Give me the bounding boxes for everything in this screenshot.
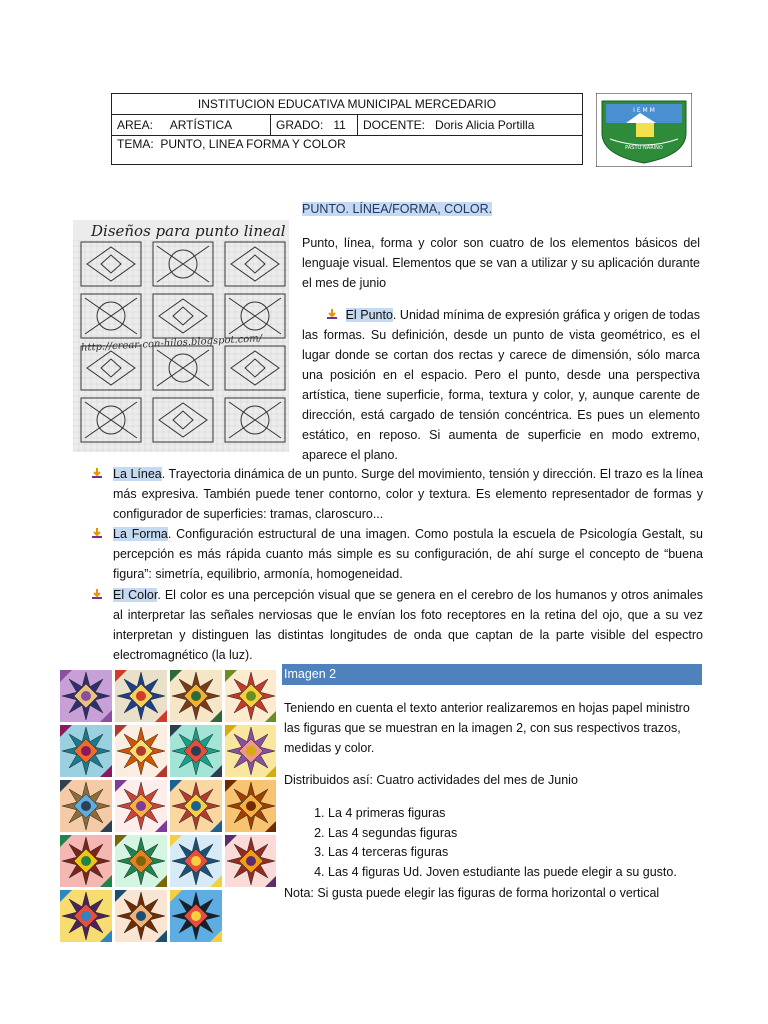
header-table	[111, 93, 583, 165]
docente-value: Doris Alicia Portilla	[435, 118, 535, 132]
tema-label: TEMA:	[117, 137, 154, 151]
quilt-tile	[170, 890, 222, 942]
quilt-tile	[60, 725, 112, 777]
distribution-text: Distribuidos así: Cuatro actividades del mes de Junio	[284, 773, 578, 787]
punto-paragraph	[302, 305, 700, 465]
punto-term: El Punto	[345, 308, 393, 322]
activity-item: 4. Las 4 figuras Ud. Joven estudiante las puede elegir a su gusto.	[328, 863, 706, 883]
quilt-tile	[225, 670, 276, 722]
forma-text: . Configuración estructural de una imagen. Como postula la escuela de Psicología Gestalt, su percepción es más rápida cuanto más simple es su configuración, de ahí surge el concepto de “buena figura”: simetría, equilibrio, armonía, homogeneidad.	[113, 527, 703, 581]
logo-top-text: I E M M	[633, 107, 655, 114]
instructions-paragraph: Teniendo en cuenta el texto anterior realizaremos en hojas papel ministro las figuras que se muestran en la imagen 2, con sus respectivos trazos, medidas y color.	[284, 701, 690, 755]
quilt-tile	[60, 890, 112, 942]
grado-cell	[271, 115, 358, 136]
arrow-bullet-icon	[326, 308, 338, 320]
quilt-tile	[225, 725, 276, 777]
quilt-grid	[60, 670, 276, 948]
color-text: . El color es una percepción visual que se genera en el cerebro de los humanos y otros animales al interpretar las señales nerviosas que le envían los foto receptores en la retina del ojo, que a su vez interpretan y distinguen las distintas longitudes de onda que captan de la parte visible del espectro electromagnético (la luz).	[113, 588, 703, 662]
quilt-image	[60, 670, 276, 948]
linea-text: . Trayectoria dinámica de un punto. Surge del movimiento, tensión y dirección. El trazo es la línea más expresiva. También puede tener contorno, color y textura. Es elemento representador de formas y configurador de superficies: tramas, claroscuro...	[113, 467, 703, 521]
quilt-tile	[170, 780, 222, 832]
school-name: INSTITUCION EDUCATIVA MUNICIPAL MERCEDARIO	[112, 94, 583, 115]
logo-bottom-text: PASTO NARIÑO	[625, 145, 663, 151]
quilt-tile	[60, 780, 112, 832]
quilt-tile	[115, 670, 167, 722]
note-text: Nota: Si gusta puede elegir las figuras de forma horizontal o vertical	[284, 886, 660, 900]
quilt-tile	[225, 835, 276, 887]
punto-lineal-image	[73, 220, 289, 452]
forma-term: La Forma	[113, 527, 168, 541]
quilt-tile	[115, 780, 167, 832]
quilt-tile	[115, 890, 167, 942]
imagen-2-bar: Imagen 2	[282, 664, 702, 685]
docente-cell	[358, 115, 583, 136]
grado-value: 11	[333, 118, 346, 132]
section-title	[302, 202, 492, 216]
color-term: El Color	[113, 588, 158, 602]
arrow-bullet-icon	[91, 588, 103, 600]
linea-term: La Línea	[113, 467, 162, 481]
section-title-text: PUNTO. LÍNEA/FORMA, COLOR.	[302, 202, 493, 216]
tema-cell	[112, 136, 583, 165]
quilt-tile	[170, 670, 222, 722]
quilt-tile	[170, 835, 222, 887]
quilt-tile	[60, 670, 112, 722]
quilt-tile	[115, 725, 167, 777]
activity-item: 3. Las 4 terceras figuras	[328, 843, 706, 863]
quilt-tile	[225, 780, 276, 832]
intro-paragraph: Punto, línea, forma y color son cuatro de los elementos básicos del lenguaje visual. Elementos que se van a utilizar y su aplicación durante el mes de junio	[302, 236, 700, 290]
quilt-tile	[115, 835, 167, 887]
area-cell	[112, 115, 271, 136]
school-logo	[596, 93, 692, 167]
activity-item: 1. La 4 primeras figuras	[328, 804, 706, 824]
quilt-tile	[60, 835, 112, 887]
docente-label: DOCENTE:	[363, 118, 426, 132]
forma-item	[91, 524, 703, 584]
quilt-tile	[170, 725, 222, 777]
tema-value: PUNTO, LINEA FORMA Y COLOR	[160, 137, 346, 151]
activities-list	[306, 804, 706, 882]
arrow-bullet-icon	[91, 527, 103, 539]
area-value: ARTÍSTICA	[169, 118, 233, 132]
punto-text: . Unidad mínima de expresión gráfica y origen de todas las formas. Su definición, desde un punto de vista geométrico, es el lugar donde se cortan dos rectas y carece de dimensión, sólo marca una posición en el espacio. Pero el punto, desde una perspectiva artística, tiene superficie, forma, textura y color, y, aunque carente de dirección, está cargado de tensión concéntrica. Es pues un elemento estático, en reposo. Si aumenta de superficie en modo extremo, aparece el plano.	[302, 308, 701, 462]
activity-item: 2. Las 4 segundas figuras	[328, 824, 706, 844]
grado-label: GRADO:	[276, 118, 324, 132]
linea-item	[91, 464, 703, 524]
image-caption: Diseños para punto lineal	[91, 222, 286, 240]
image-url: http://crear-con-hilos.blogspot.com/	[80, 333, 263, 354]
arrow-bullet-icon	[91, 467, 103, 479]
area-label: AREA:	[117, 118, 154, 132]
color-item	[91, 585, 703, 665]
